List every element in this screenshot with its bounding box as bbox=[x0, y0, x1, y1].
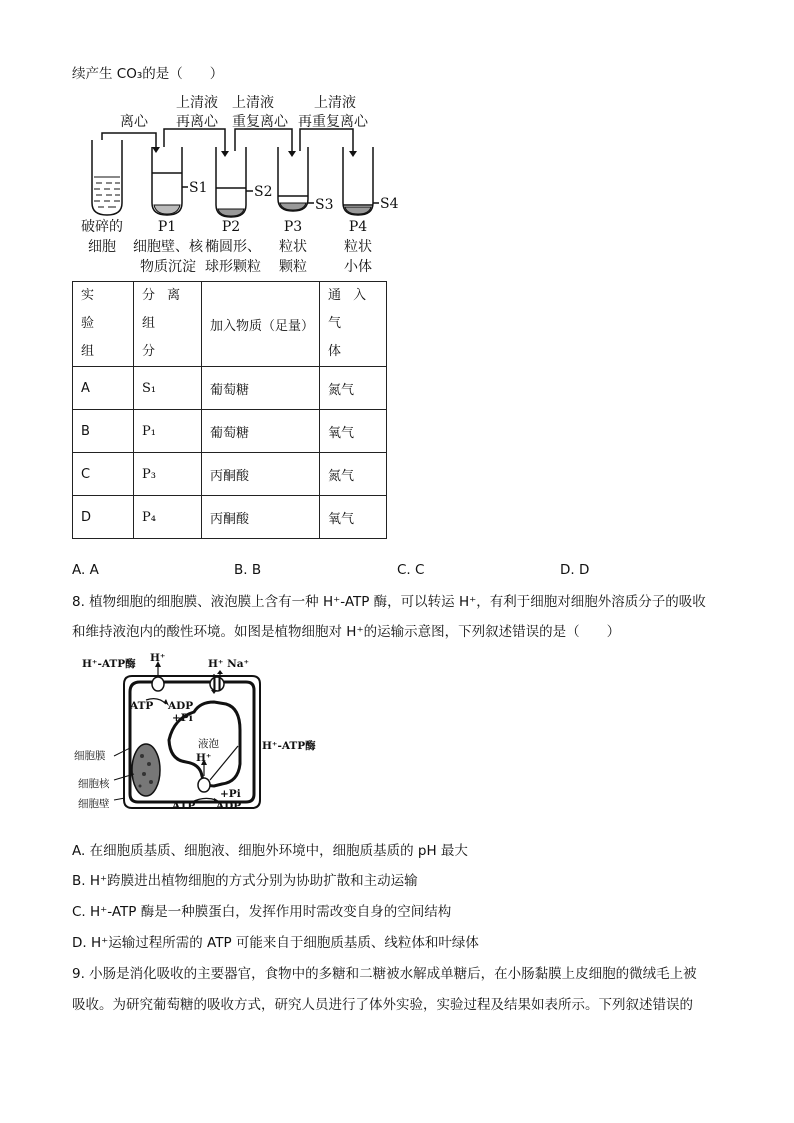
label-atp-1: ATP bbox=[130, 700, 154, 712]
label-s3: S3 bbox=[315, 197, 334, 213]
caption-broken-cells-line2: 细胞 bbox=[88, 239, 116, 255]
label-nucleus: 细胞核 bbox=[78, 778, 110, 790]
label-h-atpase-top: H⁺-ATP酶 bbox=[82, 658, 136, 670]
caption-p1-line1: 细胞壁、核 bbox=[133, 239, 203, 255]
label-s1: S1 bbox=[189, 180, 208, 196]
cell-component: P₁ bbox=[134, 410, 202, 453]
cell-substance: 葡萄糖 bbox=[202, 410, 320, 453]
label-h-na-top: H⁺ Na⁺ bbox=[208, 658, 250, 670]
q7-option-b[interactable]: B. B bbox=[234, 562, 262, 578]
label-pi-2: +Pi bbox=[220, 788, 241, 800]
q8-option-b[interactable]: B. H⁺跨膜进出植物细胞的方式分别为协助扩散和主动运输 bbox=[72, 873, 418, 889]
question-7-stem-tail: 续产生 CO₃的是（ ） bbox=[72, 66, 224, 82]
caption-p2-line2: 球形颗粒 bbox=[205, 259, 261, 275]
cell-component: P₃ bbox=[134, 453, 202, 496]
cell-substance: 葡萄糖 bbox=[202, 367, 320, 410]
cell-substance: 丙酮酸 bbox=[202, 496, 320, 539]
table-row bbox=[73, 367, 387, 410]
q7-option-a[interactable]: A. A bbox=[72, 562, 99, 578]
label-supernatant-1: 上清液 bbox=[176, 95, 218, 111]
label-h-vacuole: H⁺ bbox=[196, 752, 212, 764]
label-atp-2: ATP bbox=[172, 800, 196, 812]
experiment-table bbox=[72, 281, 387, 539]
caption-p3-line2: 颗粒 bbox=[279, 259, 307, 275]
label-vacuole: 液泡 bbox=[198, 738, 219, 750]
q9-stem-line2: 吸收。为研究葡萄糖的吸收方式，研究人员进行了体外实验，实验过程及结果如表所示。下列叙述错误的 bbox=[72, 997, 693, 1013]
label-p4: P4 bbox=[348, 219, 368, 235]
table-header-row bbox=[73, 282, 387, 367]
label-cell-membrane: 细胞膜 bbox=[74, 750, 106, 762]
label-repeat-centrifuge: 重复离心 bbox=[232, 114, 288, 130]
cell-substance: 丙酮酸 bbox=[202, 453, 320, 496]
q8-option-a[interactable]: A. 在细胞质基质、细胞液、细胞外环境中，细胞质基质的 pH 最大 bbox=[72, 843, 468, 859]
plant-cell-h-transport-diagram bbox=[74, 652, 354, 822]
header-component: 分 离 组 分 bbox=[134, 282, 202, 367]
cell-component: S₁ bbox=[134, 367, 202, 410]
label-adp-1: ADP bbox=[168, 700, 194, 712]
table-row bbox=[73, 453, 387, 496]
q9-stem-line1: 9. 小肠是消化吸收的主要器官，食物中的多糖和二糖被水解成单糖后，在小肠黏膜上皮细胞的微绒毛上被 bbox=[72, 966, 697, 982]
caption-p1-line2: 物质沉淀 bbox=[140, 259, 196, 275]
cell-group: B bbox=[73, 410, 134, 453]
label-h-atpase-vacuole: H⁺-ATP酶 bbox=[262, 740, 316, 752]
cell-group: D bbox=[73, 496, 134, 539]
table-row bbox=[73, 496, 387, 539]
label-repeat-again: 再重复离心 bbox=[298, 114, 368, 130]
caption-p2-line1: 椭圆形、 bbox=[205, 239, 261, 255]
cell-group: A bbox=[73, 367, 134, 410]
caption-p4-line1: 粒状 bbox=[344, 239, 372, 255]
label-cell-wall: 细胞壁 bbox=[78, 798, 110, 810]
caption-broken-cells-line1: 破碎的 bbox=[81, 219, 123, 235]
cell-gas: 氮气 bbox=[320, 453, 387, 496]
centrifugation-diagram bbox=[70, 95, 399, 280]
cell-component: P₄ bbox=[134, 496, 202, 539]
header-gas: 通 入 气 体 bbox=[320, 282, 387, 367]
label-s2: S2 bbox=[254, 184, 273, 200]
label-h-top: H⁺ bbox=[150, 652, 166, 664]
cell-group: C bbox=[73, 453, 134, 496]
label-centrifuge: 离心 bbox=[120, 114, 148, 130]
q7-option-c[interactable]: C. C bbox=[397, 562, 425, 578]
caption-p4-line2: 小体 bbox=[344, 259, 372, 275]
label-s4: S4 bbox=[380, 196, 399, 212]
label-p2: P2 bbox=[221, 219, 241, 235]
q8-option-c[interactable]: C. H⁺-ATP 酶是一种膜蛋白，发挥作用时需改变自身的空间结构 bbox=[72, 904, 452, 920]
header-substance: 加入物质（足量） bbox=[202, 282, 320, 367]
label-supernatant-3: 上清液 bbox=[314, 95, 356, 111]
label-p3: P3 bbox=[283, 219, 303, 235]
q8-option-d[interactable]: D. H⁺运输过程所需的 ATP 可能来自于细胞质基质、线粒体和叶绿体 bbox=[72, 935, 479, 951]
q8-stem-line1: 8. 植物细胞的细胞膜、液泡膜上含有一种 H⁺-ATP 酶，可以转运 H⁺，有利于细胞对细胞外溶质分子的吸收 bbox=[72, 594, 706, 610]
table-row bbox=[73, 410, 387, 453]
cell-gas: 氧气 bbox=[320, 410, 387, 453]
caption-p3-line1: 粒状 bbox=[279, 239, 307, 255]
label-recentrifuge: 再离心 bbox=[176, 114, 218, 130]
cell-gas: 氧气 bbox=[320, 496, 387, 539]
label-adp-2: ADP bbox=[216, 800, 242, 812]
label-p1: P1 bbox=[157, 219, 177, 235]
cell-gas: 氮气 bbox=[320, 367, 387, 410]
cell-drawing bbox=[74, 652, 354, 822]
q7-option-d[interactable]: D. D bbox=[560, 562, 590, 578]
header-group: 实 验 组 bbox=[73, 282, 134, 367]
q8-stem-line2: 和维持液泡内的酸性环境。如图是植物细胞对 H⁺的运输示意图，下列叙述错误的是（ ） bbox=[72, 624, 621, 640]
label-supernatant-2: 上清液 bbox=[232, 95, 274, 111]
label-pi-1: +Pi bbox=[172, 712, 193, 724]
